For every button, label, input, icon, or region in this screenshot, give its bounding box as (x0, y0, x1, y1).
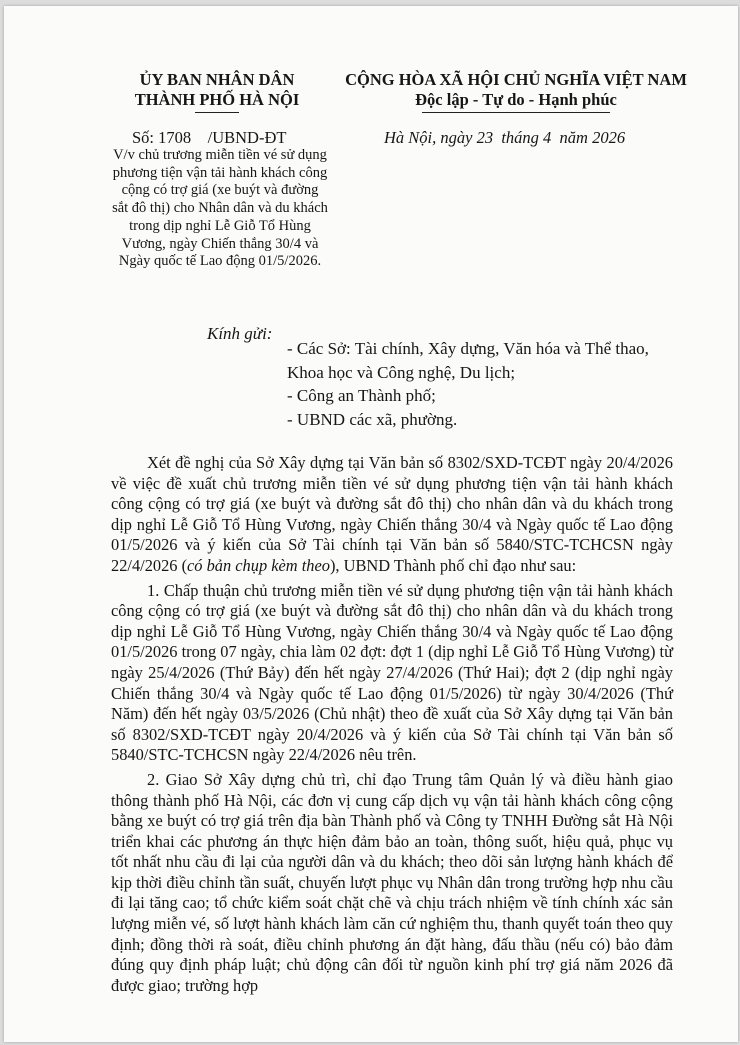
authority-underline (195, 112, 239, 113)
document-subject: V/v chủ trương miễn tiền vé sử dụng phương tiện vận tải hành khách công cộng có trợ giá (xe buýt và đường sắt đô thị) cho Nhân dân và du khách trong dịp nghỉ Lễ Giỗ Tổ Hùng Vương, ngày Chiến thắng 30/4 và Ngày quốc tế Lao động 01/5/2026. (112, 147, 328, 270)
issue-date: Hà Nội, ngày 23 tháng 4 năm 2026 (384, 128, 626, 147)
recipient-item: - Công an Thành phố; (287, 386, 436, 406)
recipient-item: - UBND các xã, phường. (287, 409, 458, 429)
intro-text-1: Xét đề nghị của Sở Xây dựng tại Văn bản số 8302/SXD-TCĐT ngày 20/4/2026 về việc đề xuất chủ trương miễn tiền vé sử dụng phương tiện vận tải hành khách công cộng có trợ giá (xe buýt và đường sắt đô thị) cho nhân dân và du khách trong dịp nghỉ Lễ Giỗ Tổ Hùng Vương, ngày Chiến thắng 30/4 và Ngày quốc tế Lao động 01/5/2026 và ý kiến của Sở Tài chính tại Văn bản số 5840/STC-TCHCSN ngày 22/4/2026 ( (111, 453, 673, 575)
item-1-paragraph: 1. Chấp thuận chủ trương miễn tiền vé sử dụng phương tiện vận tải hành khách công cộng có trợ giá (xe buýt và đường sắt đô thị) cho nhân dân và du khách trong dịp nghỉ Lễ Giỗ Tổ Hùng Vương, ngày Chiến thắng 30/4 và Ngày quốc tế Lao động 01/5/2026 trong 07 ngày, chia làm 02 đợt: đợt 1 (dịp nghỉ Lễ Giỗ Tổ Hùng Vương) từ ngày 25/4/2026 (Thứ Bảy) đến hết ngày 27/4/2026 (Thứ Hai); đợt 2 (dịp nghỉ ngày Chiến thắng 30/4 và Ngày quốc tế Lao động 01/5/2026) từ ngày 30/4/2026 (Thứ Năm) đến hết ngày 03/5/2026 (Chủ nhật) theo đề xuất của Sở Xây dựng tại Văn bản số 8302/SXD-TCĐT ngày 20/4/2026 và ý kiến của Sở Tài chính tại Văn bản số 5840/STC-TCHCSN ngày 22/4/2026 nêu trên. (111, 580, 673, 765)
intro-attachment-note: có bản chụp kèm theo (187, 555, 330, 575)
kinh-gui-label: Kính gửi: (207, 324, 273, 343)
authority-line-2: THÀNH PHỐ HÀ NỘI (134, 90, 300, 109)
intro-text-2: ), UBND Thành phố chỉ đạo như sau: (329, 555, 577, 575)
national-header (316, 70, 716, 113)
recipient-item: Khoa học và Công nghệ, Du lịch; (287, 362, 516, 382)
motto-underline (422, 112, 610, 113)
recipient-list (287, 337, 687, 431)
authority-line-1: ỦY BAN NHÂN DÂN (139, 70, 295, 89)
item-2-paragraph: 2. Giao Sở Xây dựng chủ trì, chỉ đạo Trung tâm Quản lý và điều hành giao thông thành phố Hà Nội, các đơn vị cung cấp dịch vụ vận tải hành khách công cộng bằng xe buýt có trợ giá trên địa bàn Thành phố và Công ty TNHH Đường sắt Hà Nội triển khai các phương án thực hiện đảm bảo an toàn, thông suốt, hiệu quả, phục vụ tốt nhất nhu cầu đi lại của người dân và du khách; theo dõi sản lượng hành khách để kịp thời điều chỉnh tần suất, chuyến lượt phục vụ Nhân dân trong trường hợp nhu cầu đi lại tăng cao; tổ chức kiểm soát chặt chẽ và chịu trách nhiệm về tính chính xác sản lượng miễn vé, số lượt hành khách làm căn cứ nghiệm thu, thanh quyết toán theo quy định; đồng thời rà soát, điều chỉnh phương án đặt hàng, đấu thầu (nếu có) bảo đảm đúng quy định pháp luật; chủ động cân đối từ nguồn kinh phí trợ giá năm 2026 đã được giao; trường hợp (111, 769, 673, 995)
document-number: Số: 1708 /UBND-ĐT (132, 128, 287, 147)
intro-paragraph (111, 453, 673, 577)
document-body (111, 453, 673, 996)
document-page (4, 6, 738, 1042)
issuing-authority (102, 70, 332, 113)
national-title: CỘNG HÒA XÃ HỘI CHỦ NGHĨA VIỆT NAM (345, 70, 687, 89)
national-motto: Độc lập - Tự do - Hạnh phúc (415, 90, 617, 109)
recipient-item: - Các Sở: Tài chính, Xây dựng, Văn hóa và Thể thao, (287, 339, 649, 358)
